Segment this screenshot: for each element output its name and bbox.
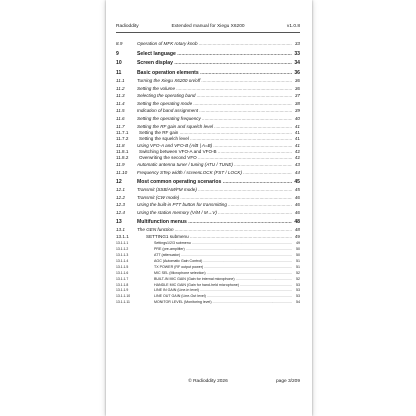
toc-entry-title: Using the station memory (V/M / M→V) ..... — [137, 210, 292, 216]
toc-entry-page: 36 — [294, 70, 300, 77]
toc-entry-page: 36 — [294, 85, 300, 91]
toc-entry-page: 52 — [296, 270, 300, 275]
toc-entry-number: 11.10 — [116, 169, 128, 175]
footer-copyright: © Radioddity 2026 — [188, 379, 228, 384]
toc-entry[interactable] — [116, 187, 300, 193]
toc-entry-number: 13.1.1.4 — [116, 258, 129, 263]
toc-entry-title: Screen display ..... — [137, 60, 292, 66]
toc-entry-number: 12.2 — [116, 194, 125, 200]
toc-entry-number: 13.1.1.9 — [116, 288, 129, 293]
toc-entry-number: 12 — [116, 179, 122, 186]
toc-entry-page: 51 — [296, 258, 300, 263]
toc-entry-title: Transmit (SSB/AM/FM mode) ..... — [137, 187, 292, 193]
toc-entry-title: Using the built-in PTT button for transmitting ..... — [137, 202, 292, 208]
toc-entry-title: Frequency STep width / screenLOCK (FST / LOCK) ..... — [137, 170, 292, 176]
toc-entry-number: 11.7 — [116, 123, 125, 129]
toc-entry-page: 46 — [294, 202, 300, 208]
toc-entry-number: 11.2 — [116, 85, 125, 91]
toc-entry-page: 39 — [294, 108, 300, 114]
toc-entry-title: Operation of MFK rotary knob ..... — [137, 41, 292, 47]
toc-entry-number: 11.9 — [116, 162, 125, 167]
toc-entry[interactable] — [116, 70, 300, 76]
toc-entry-title: MIC SEL (Microphone selection) ..... — [154, 270, 292, 276]
toc-entry-number: 11.4 — [116, 100, 125, 106]
header-brand: Radioddity — [116, 24, 139, 29]
toc-entry-title: Basic operation elements ..... — [137, 70, 292, 76]
toc-entry-page: 46 — [294, 194, 300, 200]
toc-entry-number: 13.1.1.8 — [116, 282, 129, 287]
toc-entry[interactable] — [116, 124, 300, 130]
toc-entry[interactable] — [116, 195, 300, 201]
toc-entry-number: 12.4 — [116, 209, 125, 215]
toc-entry-number: 11.8.2 — [116, 155, 129, 161]
footer-page-number: page 3/209 — [275, 379, 300, 384]
toc-entry-number: 10 — [116, 60, 122, 67]
toc-entry-page: 54 — [296, 300, 300, 305]
toc-entry[interactable] — [116, 41, 300, 47]
toc-entry-number: 11.5 — [116, 108, 125, 114]
toc-entry-page: 48 — [294, 219, 300, 226]
toc-entry-title: HANDLE MIC GAIN (Gain for hand-held microphone) ..... — [154, 282, 292, 288]
toc-entry-title: Setting the operating frequency ..... — [137, 116, 292, 122]
toc-entry-page: 53 — [296, 288, 300, 293]
toc-entry[interactable] — [116, 155, 300, 161]
toc-entry-page: 41 — [294, 136, 300, 141]
toc-entry-number: 13.1.1.2 — [116, 247, 129, 252]
toc-entry-number: 12.3 — [116, 202, 125, 208]
toc-entry-number: 13.1.1.1 — [116, 241, 129, 246]
toc-entry-page: 46 — [294, 209, 300, 215]
toc-entry[interactable] — [116, 86, 300, 92]
toc-entry-title: LINE IN GAIN (Line-in level) ..... — [154, 287, 292, 293]
toc-entry[interactable] — [116, 93, 300, 99]
toc-entry-number: 13.1.1.5 — [116, 264, 129, 269]
toc-entry-title: ATT (attenuator) ..... — [154, 252, 292, 258]
document-page — [106, 0, 312, 416]
toc-entry-number: 12.1 — [116, 187, 125, 192]
toc-entry-title: Most common operating scenarios ..... — [137, 179, 292, 185]
toc-entry[interactable] — [116, 78, 300, 84]
toc-entry[interactable] — [116, 179, 300, 185]
toc-entry-page: 53 — [296, 294, 300, 299]
toc-entry-title: SETTING1 submenu ..... — [146, 234, 292, 240]
toc-entry[interactable] — [116, 227, 300, 233]
toc-entry-page: 33 — [294, 50, 300, 57]
header-divider — [116, 32, 300, 33]
toc-entry-page: 48 — [294, 227, 300, 233]
toc-entry-number: 8.9 — [116, 41, 123, 46]
toc-entry[interactable] — [116, 299, 300, 305]
toc-entry-title: Automatic antenna tuner / tuning (ATU / TUNE) ..... — [137, 162, 292, 168]
toc-entry-page: 52 — [296, 276, 300, 281]
toc-entry-page: 50 — [296, 253, 300, 257]
toc-entry[interactable] — [116, 136, 300, 142]
toc-entry-title: MONITOR LEVEL (Monitoring level) ..... — [154, 299, 292, 305]
toc-entry[interactable] — [116, 170, 300, 176]
header-title: Extended manual for Xiegu X6200 — [171, 24, 245, 29]
toc-entry-page: 49 — [294, 234, 300, 240]
toc-entry-title: Selecting the operating band ..... — [137, 93, 292, 99]
page-footer — [116, 378, 300, 385]
table-of-contents — [116, 41, 300, 371]
toc-entry-title: Multifunction menus ..... — [137, 219, 292, 225]
toc-entry-number: 13.1.1.6 — [116, 270, 129, 275]
toc-entry-number: 11 — [116, 70, 122, 77]
toc-entry-page: 42 — [294, 155, 300, 161]
toc-entry-number: 11.7.2 — [116, 136, 129, 141]
toc-entry-page: 50 — [296, 247, 300, 252]
toc-entry-number: 13.1.1 — [116, 234, 129, 240]
toc-entry-page: 53 — [296, 282, 300, 287]
toc-entry-number: 11.7.1 — [116, 130, 129, 136]
toc-entry-number: 13.1.1.11 — [116, 300, 130, 305]
toc-entry-number: 11.6 — [116, 116, 125, 121]
toc-entry-page: 34 — [294, 60, 300, 67]
toc-entry-title: Overwriting the second VFO ..... — [139, 155, 292, 161]
toc-entry-title: Using VFO-A and VFO-B (A/B | A=B) ..... — [137, 143, 292, 149]
toc-entry-number: 9 — [116, 50, 119, 57]
toc-entry[interactable] — [116, 210, 300, 216]
toc-entry-page: 40 — [294, 116, 300, 121]
toc-entry[interactable] — [116, 60, 300, 66]
toc-entry-title: PRE (pre-amplifier) ..... — [154, 246, 292, 252]
toc-entry-title: BUILT-IN MIC GAIN (Gain for internal microphone) ..... — [154, 276, 292, 282]
toc-entry-title: Switching between VFO-A and VFO-B ..... — [139, 149, 292, 155]
toc-entry-page: 45 — [294, 179, 300, 186]
toc-entry-number: 13 — [116, 219, 122, 226]
toc-entry-number: 13.1.1.3 — [116, 253, 129, 257]
toc-entry-number: 11.3 — [116, 93, 125, 99]
toc-entry-number: 13.1 — [116, 227, 125, 233]
toc-entry-number: 11.1 — [116, 78, 125, 83]
toc-entry-title: Turning the Xiegu X6200 on/off ..... — [137, 78, 292, 84]
toc-entry-page: 36 — [294, 78, 300, 83]
toc-entry-title: Settings1/2/3 submenu ..... — [154, 240, 292, 246]
toc-entry-title: Setting the operating mode ..... — [137, 101, 292, 107]
toc-entry-title: Indication of band assignment ..... — [137, 108, 292, 114]
toc-entry-number: 11.8.1 — [116, 149, 129, 155]
toc-entry-page: 51 — [296, 264, 300, 269]
toc-entry[interactable] — [116, 143, 300, 149]
toc-entry-page: 33 — [294, 41, 300, 46]
toc-entry-page: 38 — [294, 100, 300, 106]
toc-entry[interactable] — [116, 51, 300, 57]
toc-entry-title: TX POWER (RF output power) ..... — [154, 264, 292, 270]
toc-entry-number: 13.1.1.10 — [116, 294, 131, 299]
toc-entry-title: Select language ..... — [137, 51, 292, 57]
toc-entry-title: Setting the RF gain ..... — [139, 130, 292, 136]
toc-entry-number: 13.1.1.7 — [116, 276, 129, 281]
toc-entry-page: 44 — [294, 169, 300, 175]
toc-entry[interactable] — [116, 116, 300, 122]
toc-entry-title: LINE OUT GAIN (Line-Out level) ..... — [154, 293, 292, 299]
toc-entry-page: 41 — [294, 142, 300, 148]
toc-entry-title: The GEN function ..... — [137, 227, 292, 233]
page-header — [116, 23, 300, 30]
toc-entry[interactable] — [116, 162, 300, 168]
header-version: v1.0.8 — [286, 24, 300, 29]
toc-entry-page: 37 — [294, 93, 300, 99]
toc-entry-title: Setting the volume ..... — [137, 86, 292, 92]
toc-entry-title: Transmit (CW mode) ..... — [137, 195, 292, 201]
toc-entry[interactable] — [116, 219, 300, 225]
toc-entry-page: 45 — [294, 187, 300, 192]
toc-entry[interactable] — [116, 202, 300, 208]
toc-entry[interactable] — [116, 108, 300, 114]
toc-entry-page: 41 — [294, 130, 300, 136]
toc-entry[interactable] — [116, 101, 300, 107]
toc-entry-title: Setting the RF gain and squelch level ..... — [137, 124, 292, 130]
toc-entry-page: 42 — [294, 149, 300, 155]
toc-entry-page: 49 — [296, 241, 300, 246]
toc-entry-title: AGC (Automatic Gain Control) ..... — [154, 258, 292, 264]
toc-entry-title: Setting the squelch level ..... — [139, 136, 292, 142]
toc-entry-page: 41 — [294, 123, 300, 129]
toc-entry-page: 43 — [294, 162, 300, 167]
toc-entry-number: 11.8 — [116, 142, 125, 148]
